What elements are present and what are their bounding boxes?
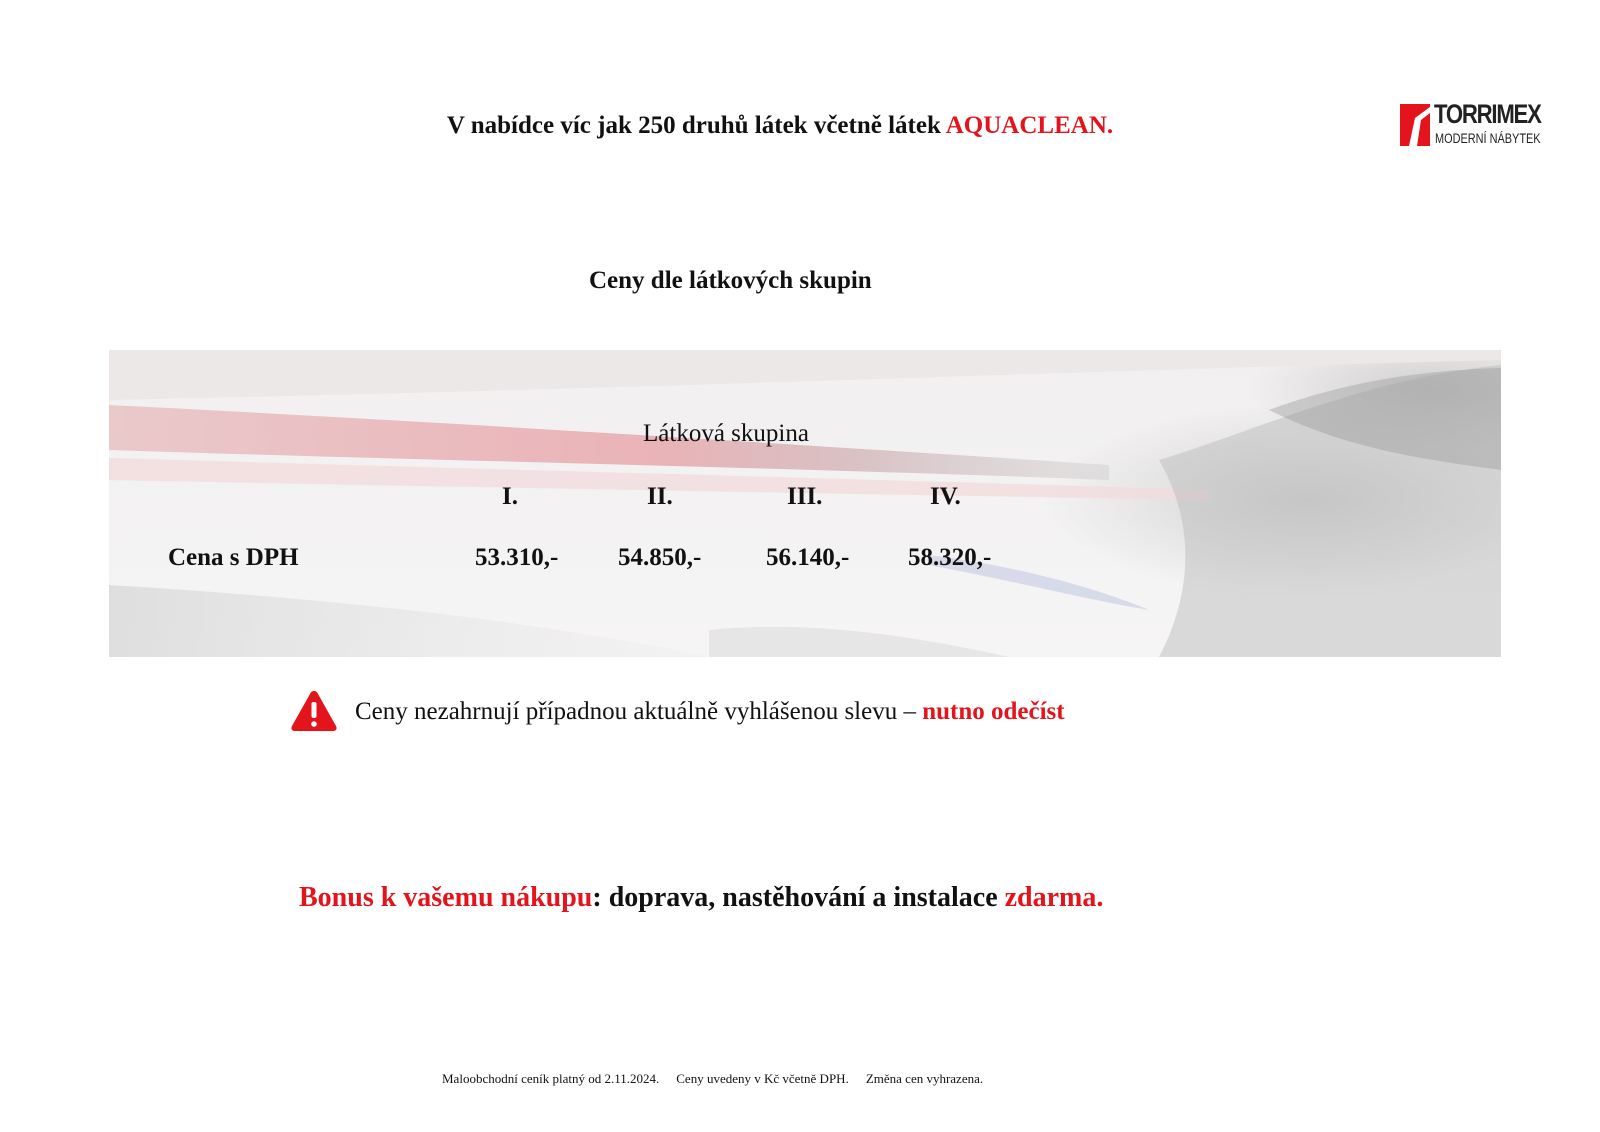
header-highlight: AQUACLEAN.: [945, 112, 1114, 139]
header-text: V nabídce víc jak 250 druhů látek včetně látek: [446, 112, 946, 139]
price-group-4: 58.320,-: [908, 544, 992, 571]
price-row-label: Cena s DPH: [168, 544, 299, 571]
header-line: [0, 112, 1560, 140]
price-group-2: 54.850,-: [618, 544, 702, 571]
price-table: [109, 350, 1501, 657]
group-header-2: II.: [647, 483, 673, 510]
logo-name: TORRIMEX: [1434, 99, 1541, 129]
footer-currency-note: Ceny uvedeny v Kč včetně DPH.: [676, 1071, 849, 1086]
footer-validity: Maloobchodní ceník platný od 2.11.2024.: [442, 1071, 660, 1086]
warning-triangle-icon: [290, 689, 338, 733]
bonus-line: [299, 882, 1103, 914]
warning-highlight: nutno odečíst: [922, 698, 1065, 725]
group-header-1: I.: [502, 483, 518, 510]
group-header-4: IV.: [930, 483, 961, 510]
warning-text: Ceny nezahrnují případnou aktuálně vyhlášenou slevu –: [355, 698, 923, 725]
torrimex-logo-mark-icon: [1400, 104, 1430, 146]
price-group-3: 56.140,-: [766, 544, 850, 571]
bonus-lead: Bonus k vašemu nákupu: [299, 882, 593, 913]
group-header-3: III.: [787, 483, 823, 510]
footer: [442, 1071, 1000, 1087]
bonus-middle: : doprava, nastěhování a instalace: [592, 882, 1005, 913]
footer-change-note: Změna cen vyhrazena.: [865, 1071, 984, 1086]
section-title: Ceny dle látkových skupin: [589, 267, 872, 294]
price-group-1: 53.310,-: [475, 544, 559, 571]
fabric-group-label: Látková skupina: [643, 420, 809, 447]
bonus-highlight: zdarma.: [1004, 882, 1104, 913]
logo-subtitle: MODERNÍ NÁBYTEK: [1435, 130, 1541, 146]
torrimex-logo: [1400, 99, 1550, 148]
